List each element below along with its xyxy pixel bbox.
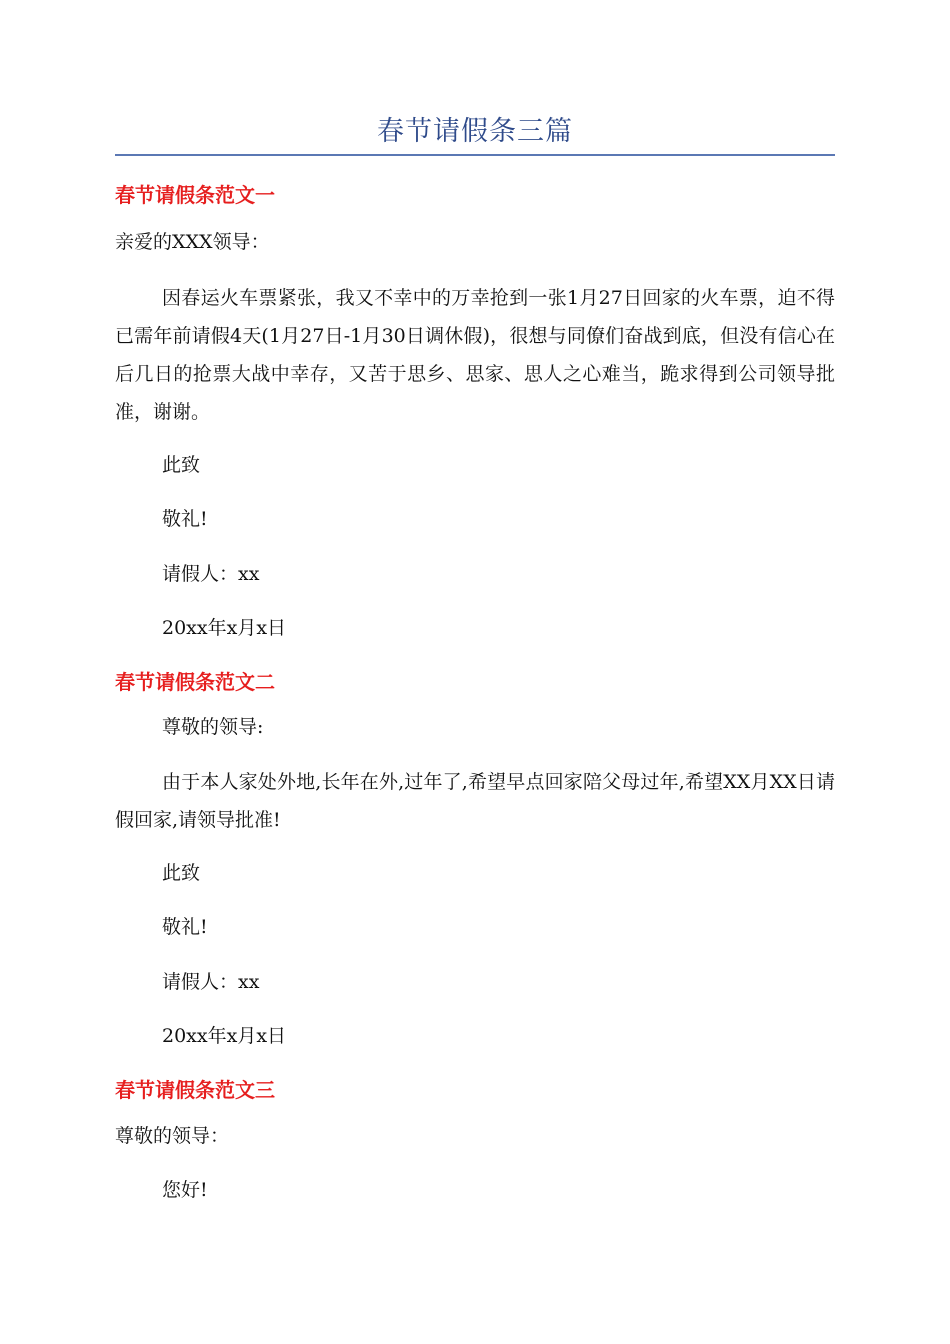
section-1-signature: 请假人：xx <box>162 563 260 585</box>
section-2-signature: 请假人：xx <box>162 971 260 993</box>
section-3-salutation: 尊敬的领导： <box>115 1125 230 1147</box>
title-underline <box>115 154 835 156</box>
section-2-heading: 春节请假条范文二 <box>115 670 275 694</box>
section-1-body: 因春运火车票紧张，我又不幸中的万幸抢到一张1月27日回家的火车票，迫不得已需年前请假4天(1月27日-1月30日调休假)，很想与同僚们奋战到底，但没有信心在后几日的抢票大战中幸存，又苦于思乡、思家、思人之心难当，跪求得到公司领导批准，谢谢。 <box>115 287 835 423</box>
section-2-salutation: 尊敬的领导: <box>162 716 264 738</box>
section-3-greeting: 您好! <box>162 1179 208 1201</box>
document-title: 春节请假条三篇 <box>377 116 573 147</box>
section-2-body: 由于本人家处外地,长年在外,过年了,希望早点回家陪父母过年,希望XX月XX日请假回家,请领导批准! <box>115 771 835 831</box>
section-1-salutation: 亲爱的XXX领导： <box>115 231 270 253</box>
section-2-closing-1: 此致 <box>162 862 201 884</box>
section-3-heading: 春节请假条范文三 <box>115 1078 275 1102</box>
section-1-closing-1: 此致 <box>162 454 201 476</box>
section-1-date: 20xx年x月x日 <box>162 617 287 639</box>
section-2-closing-2: 敬礼! <box>162 916 208 938</box>
section-1-heading: 春节请假条范文一 <box>115 183 275 207</box>
section-2-date: 20xx年x月x日 <box>162 1025 287 1047</box>
section-1-closing-2: 敬礼! <box>162 508 208 530</box>
